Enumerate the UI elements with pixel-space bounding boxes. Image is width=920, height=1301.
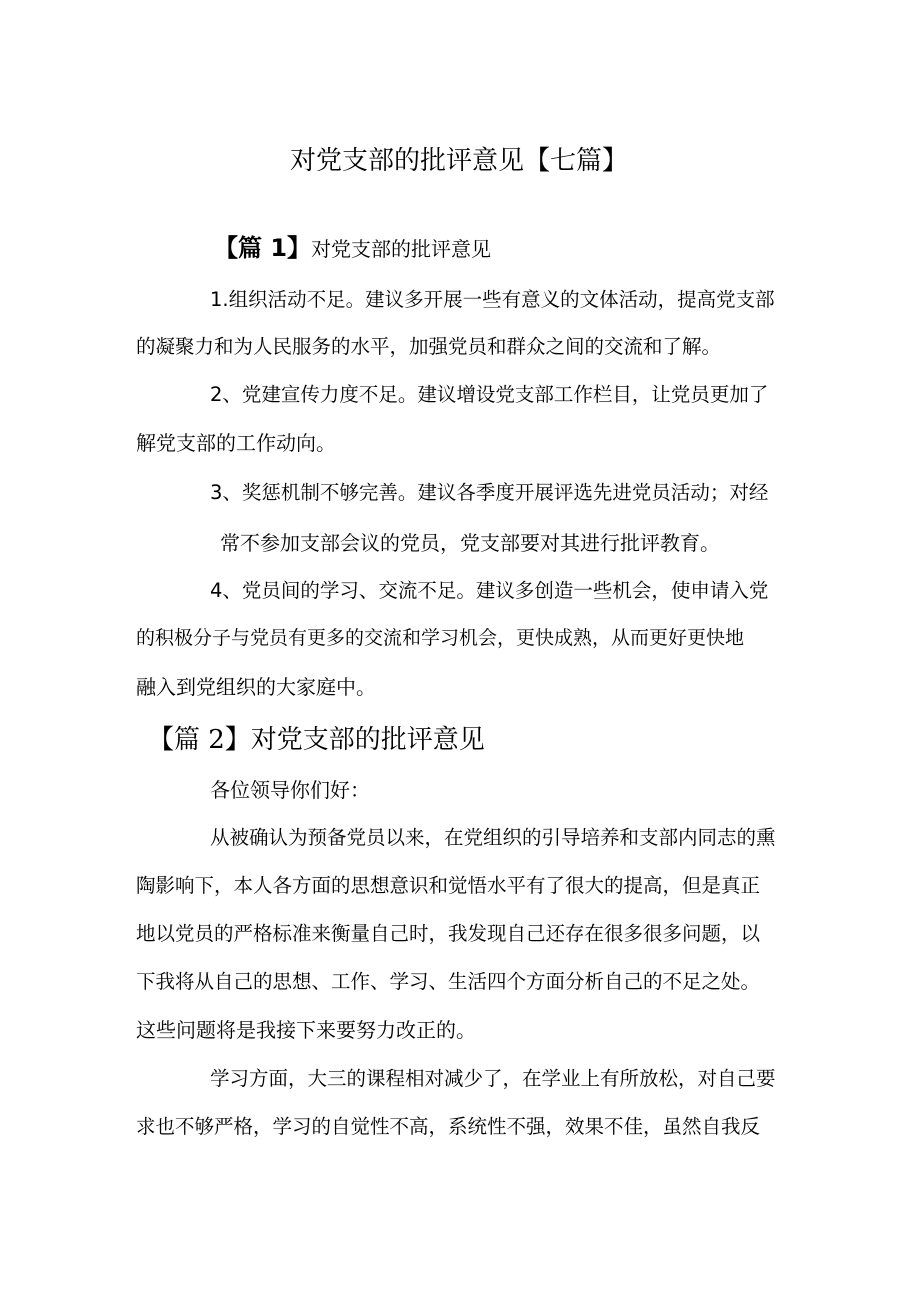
paragraph-line: 解党支部的工作动向。	[136, 431, 336, 455]
paragraph-line: 这些问题将是我接下来要努力改正的。	[136, 1018, 476, 1042]
paragraph-line: 3、奖惩机制不够完善。建议各季度开展评选先进党员活动；对经	[210, 481, 769, 504]
paragraph-line: 1.组织活动不足。建议多开展一些有意义的文体活动，提高党支部	[210, 288, 775, 311]
section-1-heading	[214, 236, 491, 260]
paragraph-line: 的积极分子与党员有更多的交流和学习机会，更快成熟，从而更好更快地	[136, 627, 745, 649]
document-title: 对党支部的批评意见【七篇】	[290, 146, 629, 176]
paragraph-line: 求也不够严格，学习的自觉性不高，系统性不强，效果不佳，虽然自我反	[136, 1115, 761, 1138]
section-2-heading: 【篇 2】对党支部的批评意见	[148, 725, 485, 755]
paragraph-line: 的凝聚力和为人民服务的水平，加强党员和群众之间的交流和了解。	[136, 335, 722, 358]
paragraph-line: 从被确认为预备党员以来，在党组织的引导培养和支部内同志的熏	[210, 826, 776, 849]
paragraph-line: 各位领导你们好：	[210, 778, 370, 802]
paragraph-line: 陶影响下，本人各方面的思想意识和觉悟水平有了很大的提高，但是真正	[136, 874, 761, 897]
paragraph-line: 4、党员间的学习、交流不足。建议多创造一些机会，使申请入党	[210, 579, 769, 602]
paragraph-line: 2、党建宣传力度不足。建议增设党支部工作栏目，让党员更加了	[210, 383, 769, 406]
section-1-label: 【篇 1】	[214, 234, 312, 262]
section-1-heading-text: 对党支部的批评意见	[311, 237, 492, 261]
paragraph-line: 常不参加支部会议的党员，党支部要对其进行批评教育。	[220, 531, 720, 555]
paragraph-line: 学习方面，大三的课程相对减少了，在学业上有所放松，对自己要	[210, 1067, 776, 1090]
paragraph-line: 地以党员的严格标准来衡量自己时，我发现自己还存在很多很多问题，以	[136, 922, 761, 945]
paragraph-line: 融入到党组织的大家庭中。	[136, 675, 376, 699]
paragraph-line: 下我将从自己的思想、工作、学习、生活四个方面分析自己的不足之处。	[136, 970, 761, 993]
